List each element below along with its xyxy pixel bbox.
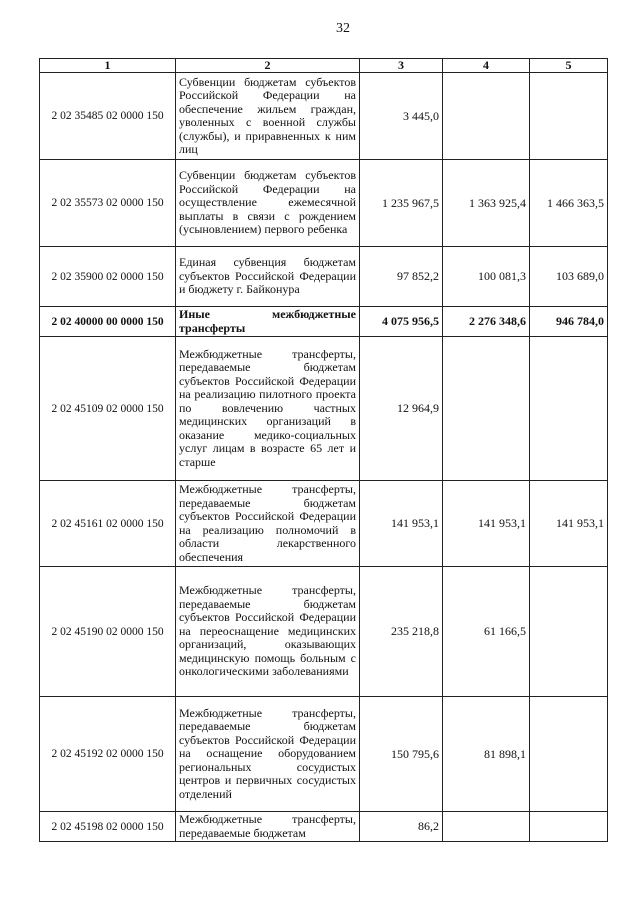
table-row bbox=[40, 160, 608, 247]
row-code: 2 02 45198 02 0000 150 bbox=[40, 812, 176, 842]
column-header-3: 3 bbox=[360, 59, 443, 73]
row-value-col4: 100 081,3 bbox=[443, 247, 530, 307]
row-value-col4 bbox=[443, 812, 530, 842]
column-header-4: 4 bbox=[443, 59, 530, 73]
row-value-col5: 141 953,1 bbox=[530, 481, 608, 567]
row-value-col3: 1 235 967,5 bbox=[360, 160, 443, 247]
row-code: 2 02 35485 02 0000 150 bbox=[40, 73, 176, 160]
row-value-col5 bbox=[530, 697, 608, 812]
column-header-5: 5 bbox=[530, 59, 608, 73]
table-row bbox=[40, 337, 608, 481]
row-description: Межбюджетные трансферты, передаваемые бюджетам субъектов Российской Федерации на оснащение оборудованием региональных сосудистых центров и первичных сосудистых отделений bbox=[176, 697, 360, 812]
budget-table bbox=[39, 58, 608, 842]
row-description: Межбюджетные трансферты, передаваемые бюджетам bbox=[176, 812, 360, 842]
table-row bbox=[40, 812, 608, 842]
row-code: 2 02 45109 02 0000 150 bbox=[40, 337, 176, 481]
row-value-col3: 3 445,0 bbox=[360, 73, 443, 160]
row-value-col5 bbox=[530, 567, 608, 697]
row-value-col4: 81 898,1 bbox=[443, 697, 530, 812]
row-value-col4 bbox=[443, 73, 530, 160]
row-description: Межбюджетные трансферты, передаваемые бюджетам субъектов Российской Федерации на переоснащение медицинских организаций, оказывающих медицинскую помощь больным с онкологическими заболеваниями bbox=[176, 567, 360, 697]
row-value-col3: 12 964,9 bbox=[360, 337, 443, 481]
page-number: 32 bbox=[336, 21, 350, 36]
row-description: Единая субвенция бюджетам субъектов Российской Федерации и бюджету г. Байконура bbox=[176, 247, 360, 307]
row-value-col5 bbox=[530, 73, 608, 160]
column-header-2: 2 bbox=[176, 59, 360, 73]
row-description: Субвенции бюджетам субъектов Российской Федерации на обеспечение жильем граждан, уволенных с военной службы (службы), и приравненных к ним лиц bbox=[176, 73, 360, 160]
row-value-col4: 61 166,5 bbox=[443, 567, 530, 697]
row-value-col5: 103 689,0 bbox=[530, 247, 608, 307]
row-code: 2 02 45161 02 0000 150 bbox=[40, 481, 176, 567]
row-code: 2 02 35900 02 0000 150 bbox=[40, 247, 176, 307]
table-row bbox=[40, 567, 608, 697]
row-value-col3: 86,2 bbox=[360, 812, 443, 842]
table-row bbox=[40, 73, 608, 160]
row-value-col4: 1 363 925,4 bbox=[443, 160, 530, 247]
row-value-col4 bbox=[443, 337, 530, 481]
row-description: Субвенции бюджетам субъектов Российской Федерации на осуществление ежемесячной выплаты в связи с рождением (усыновлением) первого ребенка bbox=[176, 160, 360, 247]
table-row bbox=[40, 247, 608, 307]
row-value-col5: 1 466 363,5 bbox=[530, 160, 608, 247]
row-value-col4: 141 953,1 bbox=[443, 481, 530, 567]
row-value-col3: 97 852,2 bbox=[360, 247, 443, 307]
row-description: Иные межбюджетные трансферты bbox=[176, 307, 360, 337]
row-value-col3: 235 218,8 bbox=[360, 567, 443, 697]
row-value-col4: 2 276 348,6 bbox=[443, 307, 530, 337]
table-row-total bbox=[40, 307, 608, 337]
row-value-col5: 946 784,0 bbox=[530, 307, 608, 337]
row-description: Межбюджетные трансферты, передаваемые бюджетам субъектов Российской Федерации на реализацию пилотного проекта по вовлечению частных медицинских организаций в оказание медико-социальных услуг лицам в возрасте 65 лет и старше bbox=[176, 337, 360, 481]
column-header-1: 1 bbox=[40, 59, 176, 73]
row-description: Межбюджетные трансферты, передаваемые бюджетам субъектов Российской Федерации на реализацию полномочий в области лекарственного обеспечения bbox=[176, 481, 360, 567]
row-value-col3: 141 953,1 bbox=[360, 481, 443, 567]
row-value-col5 bbox=[530, 812, 608, 842]
row-value-col3: 4 075 956,5 bbox=[360, 307, 443, 337]
row-code: 2 02 45192 02 0000 150 bbox=[40, 697, 176, 812]
row-code: 2 02 45190 02 0000 150 bbox=[40, 567, 176, 697]
row-value-col3: 150 795,6 bbox=[360, 697, 443, 812]
table-header-row bbox=[40, 59, 608, 73]
row-value-col5 bbox=[530, 337, 608, 481]
table-row bbox=[40, 481, 608, 567]
row-code: 2 02 35573 02 0000 150 bbox=[40, 160, 176, 247]
row-code: 2 02 40000 00 0000 150 bbox=[40, 307, 176, 337]
table-row bbox=[40, 697, 608, 812]
